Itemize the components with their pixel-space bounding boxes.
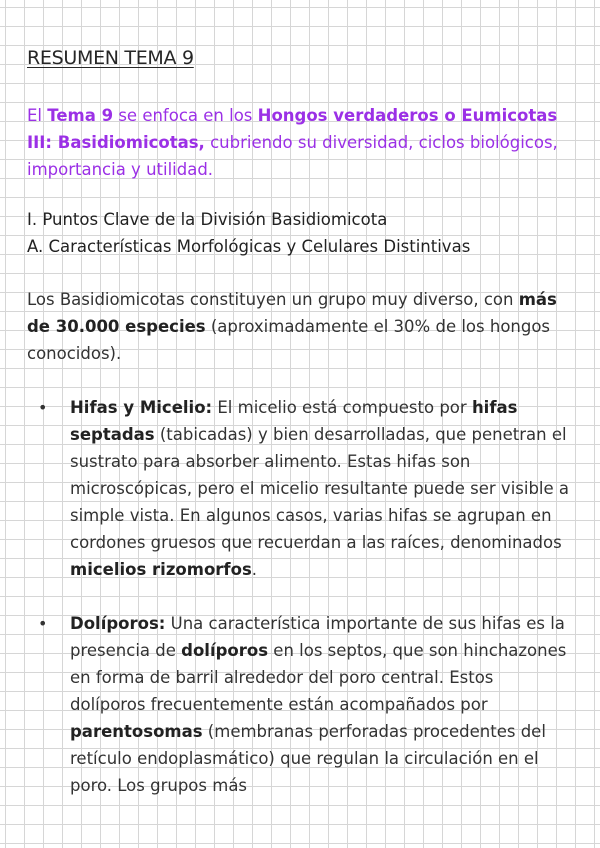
list-item [27, 610, 572, 799]
intro-text-1: El [27, 106, 48, 125]
bullet-text: (membranas perforadas procedentes del retículo endoplasmático) que regulan la circulación en el poro. Los grupos más [70, 722, 546, 795]
bullet-text: El micelio está compuesto por [212, 398, 472, 417]
bullet-text: . [251, 560, 258, 579]
overview-text-1: Los Basidiomicotas constituyen un grupo muy diverso, con [27, 290, 519, 309]
overview-text-2: (aproximadamente el 30% de los hongos conocidos). [27, 317, 551, 363]
intro-topic: Tema 9 [47, 106, 114, 125]
bullet-text: en los septos, que son hinchazones en forma de barril alrededor del poro central. Estos dolíporos frecuentemente están acompañados por [70, 641, 567, 714]
section-heading-1: I. Puntos Clave de la División Basidiomicota [27, 210, 388, 229]
bullet-term: Dolíporos: [70, 614, 166, 633]
section-heading-2: A. Características Morfológicas y Celulares Distintivas [27, 237, 471, 256]
bullet-term: Hifas y Micelio: [70, 398, 213, 417]
overview-highlight: más de 30.000 especies [27, 290, 557, 336]
intro-paragraph [27, 102, 572, 183]
document-page [27, 44, 572, 826]
list-item [27, 394, 572, 583]
intro-subject: Hongos verdaderos o Eumicotas III: Basidiomicotas, [27, 106, 558, 152]
bullet-text: (tabicadas) y bien desarrolladas, que penetran el sustrato para absorber alimento. Estas hifas son microscópicas, pero el micelio resultante puede ser visible a simple vista. En algunos casos, varias hifas se agrupan en cordones gruesos que recuerdan a las raíces, denominados [70, 425, 570, 552]
bullet-bold: hifas septadas [70, 398, 518, 444]
overview-paragraph [27, 286, 572, 367]
bullet-icon: • [38, 398, 48, 417]
bullet-text: Una característica importante de sus hifas es la presencia de [70, 614, 565, 660]
bullet-icon: • [38, 614, 48, 633]
document-title: RESUMEN TEMA 9 [27, 47, 194, 69]
intro-text-2: se enfoca en los [113, 106, 258, 125]
bullet-list [27, 394, 572, 799]
bullet-bold: micelios rizomorfos [70, 560, 252, 579]
intro-text-3: cubriendo su diversidad, ciclos biológicos, importancia y utilidad. [27, 133, 558, 179]
bullet-bold: parentosomas [70, 722, 203, 741]
bullet-bold: dolíporos [181, 641, 269, 660]
